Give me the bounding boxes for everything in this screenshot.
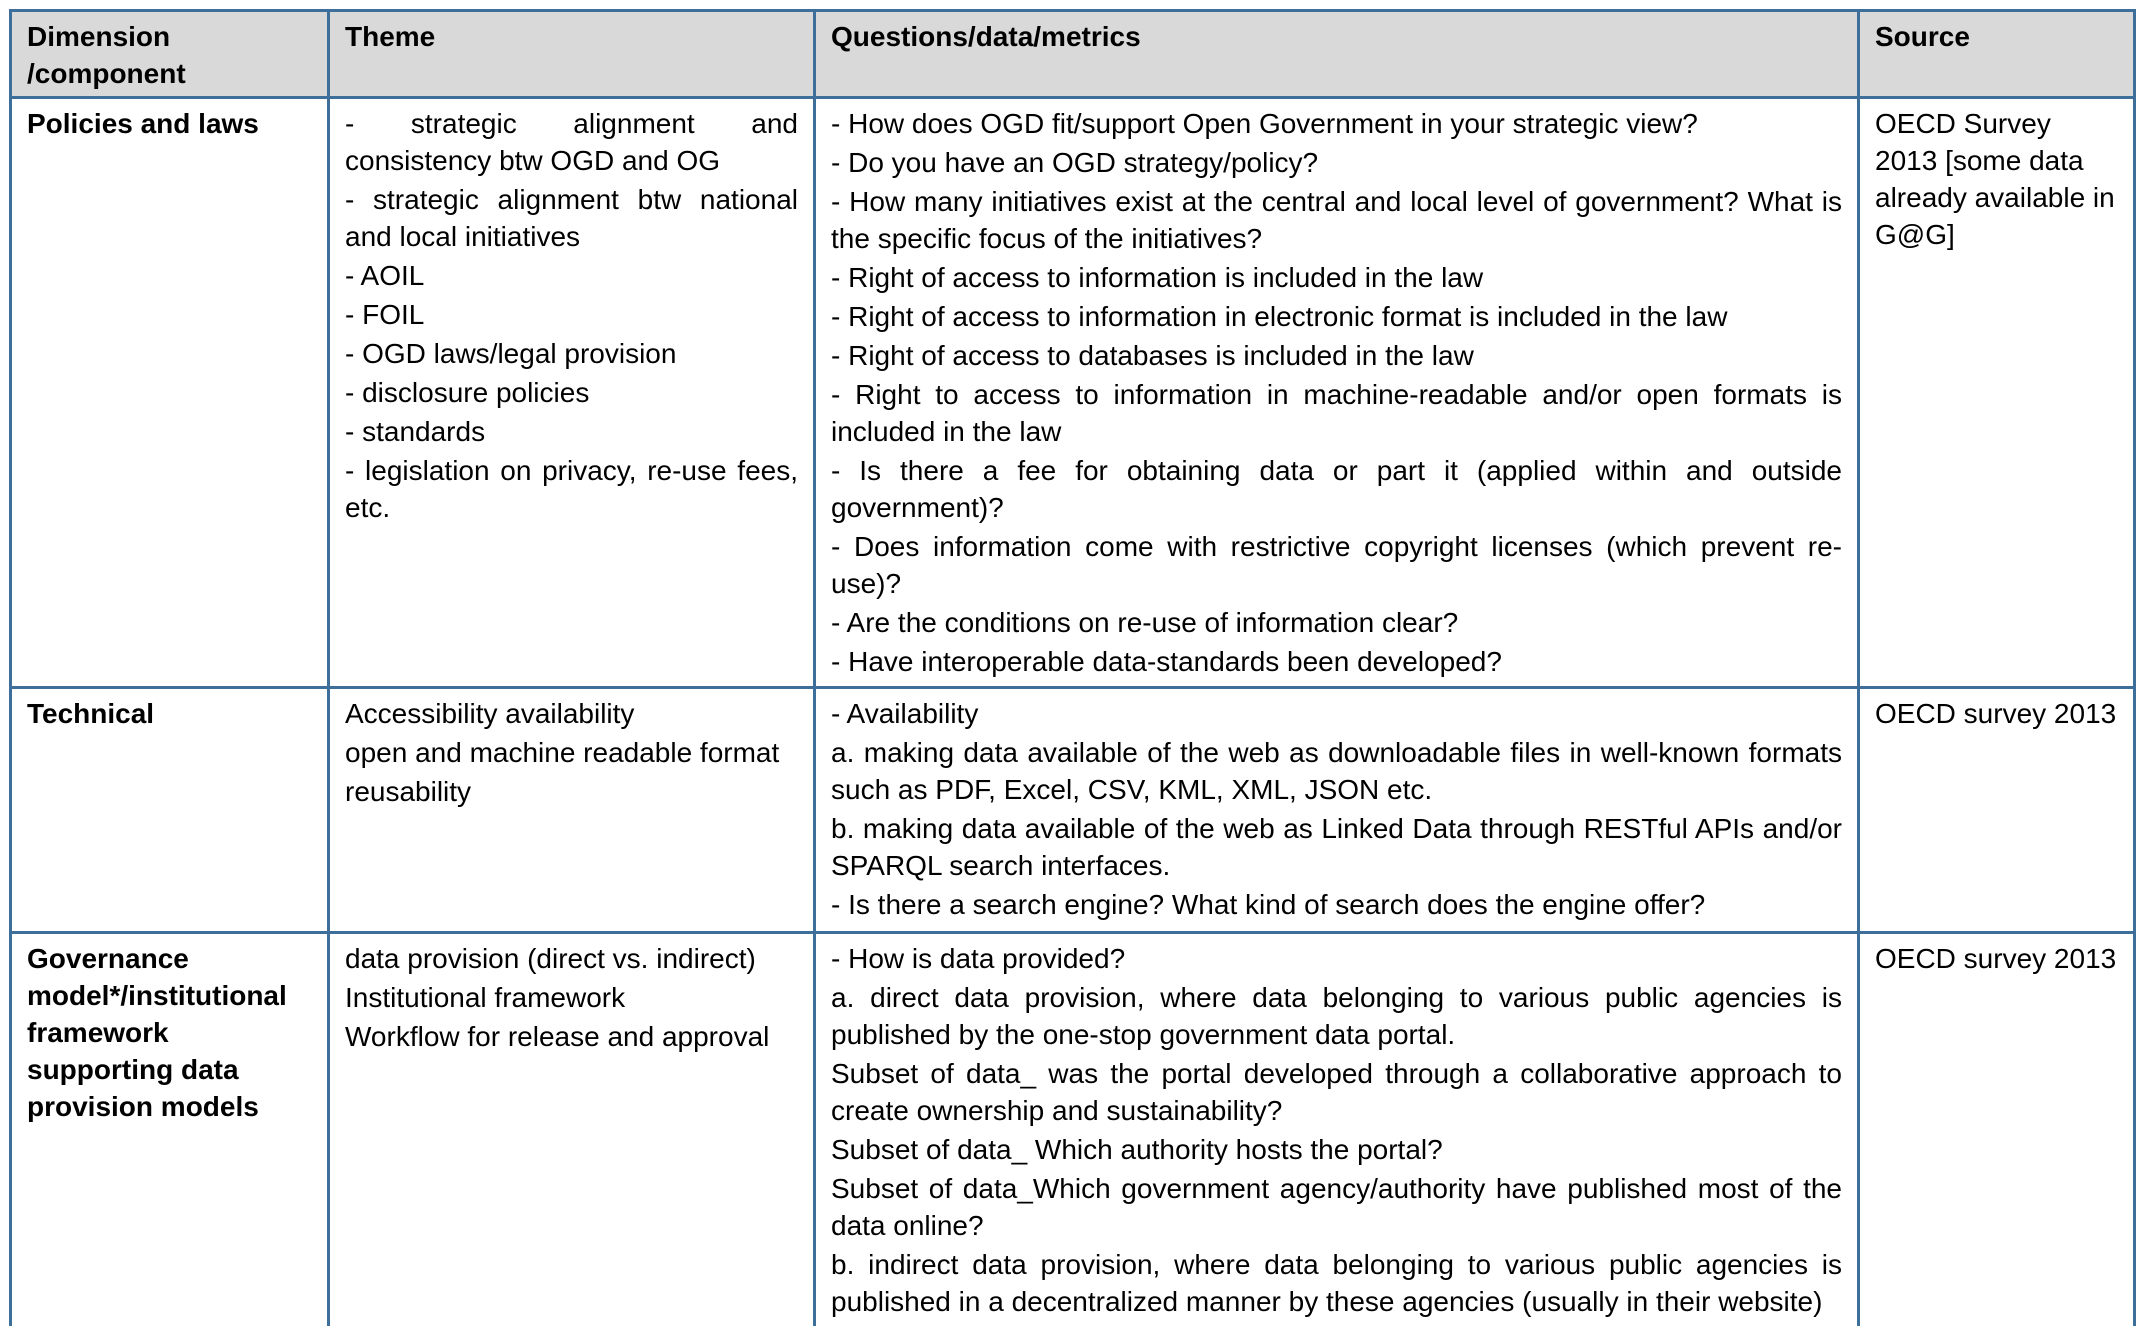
theme-line: - OGD laws/legal provision [345,335,798,372]
question-line: - Have interoperable data-standards been developed? [831,643,1842,680]
theme-line: - strategic alignment btw national and local initiatives [345,181,798,255]
theme-line: open and machine readable format [345,734,798,771]
question-line: - Right to access to information in machine-readable and/or open formats is included in the law [831,376,1842,450]
theme-line: - standards [345,413,798,450]
question-line: - How is data provided? [831,940,1842,977]
question-line: - How does OGD fit/support Open Government in your strategic view? [831,105,1842,142]
header-theme: Theme [329,11,815,98]
theme-cell [329,98,815,688]
question-line: - How many initiatives exist at the central and local level of government? What is the specific focus of the initiatives? [831,183,1842,257]
questions-cell [815,98,1859,688]
header-row [11,11,2135,98]
questions-cell [815,688,1859,933]
question-line: Subset of data_ was the portal developed through a collaborative approach to create ownership and sustainability? [831,1055,1842,1129]
theme-line: - FOIL [345,296,798,333]
theme-line: Institutional framework [345,979,798,1016]
theme-line: - legislation on privacy, re-use fees, etc. [345,452,798,526]
question-line: - Right of access to information is included in the law [831,259,1842,296]
table-row-policies [11,98,2135,688]
table-row-technical [11,688,2135,933]
questions-cell [815,933,1859,1326]
question-line: b. making data available of the web as Linked Data through RESTful APIs and/or SPARQL search interfaces. [831,810,1842,884]
header-source: Source [1859,11,2135,98]
question-line: - Right of access to information in electronic format is included in the law [831,298,1842,335]
theme-line: Workflow for release and approval [345,1018,798,1055]
question-line: - Right of access to databases is included in the law [831,337,1842,374]
question-line: a. direct data provision, where data belonging to various public agencies is published by the one-stop government data portal. [831,979,1842,1053]
question-line: Subset of data_Which government agency/authority have published most of the data online? [831,1170,1842,1244]
question-line: - Does information come with restrictive copyright licenses (which prevent re-use)? [831,528,1842,602]
question-line: - Availability [831,695,1842,732]
source-cell: OECD survey 2013 [1859,933,2135,1326]
theme-line: reusability [345,773,798,810]
theme-cell [329,933,815,1326]
source-cell: OECD Survey 2013 [some data already available in G@G] [1859,98,2135,688]
theme-cell [329,688,815,933]
theme-line: - disclosure policies [345,374,798,411]
header-questions: Questions/data/metrics [815,11,1859,98]
question-line: - Is there a fee for obtaining data or part it (applied within and outside government)? [831,452,1842,526]
question-line: a. making data available of the web as downloadable files in well-known formats such as PDF, Excel, CSV, KML, XML, JSON etc. [831,734,1842,808]
question-line: b. indirect data provision, where data belonging to various public agencies is published in a decentralized manner by these agencies (usually in their website) [831,1246,1842,1320]
header-dimension: Dimension /component [11,11,329,98]
dimension-cell: Technical [11,688,329,933]
question-line: - Do you have an OGD strategy/policy? [831,144,1842,181]
question-line: - Is there a search engine? What kind of search does the engine offer? [831,886,1842,923]
theme-line: Accessibility availability [345,695,798,732]
table-row-governance [11,933,2135,1326]
theme-line: data provision (direct vs. indirect) [345,940,798,977]
metrics-table [9,9,2136,1326]
dimension-cell: Governance model*/institutional framework supporting data provision models [11,933,329,1326]
question-line: - Are the conditions on re-use of information clear? [831,604,1842,641]
source-cell: OECD survey 2013 [1859,688,2135,933]
question-line: Subset of data_ Which authority hosts the portal? [831,1131,1842,1168]
theme-line: - strategic alignment and consistency btw OGD and OG [345,105,798,179]
theme-line: - AOIL [345,257,798,294]
dimension-cell: Policies and laws [11,98,329,688]
